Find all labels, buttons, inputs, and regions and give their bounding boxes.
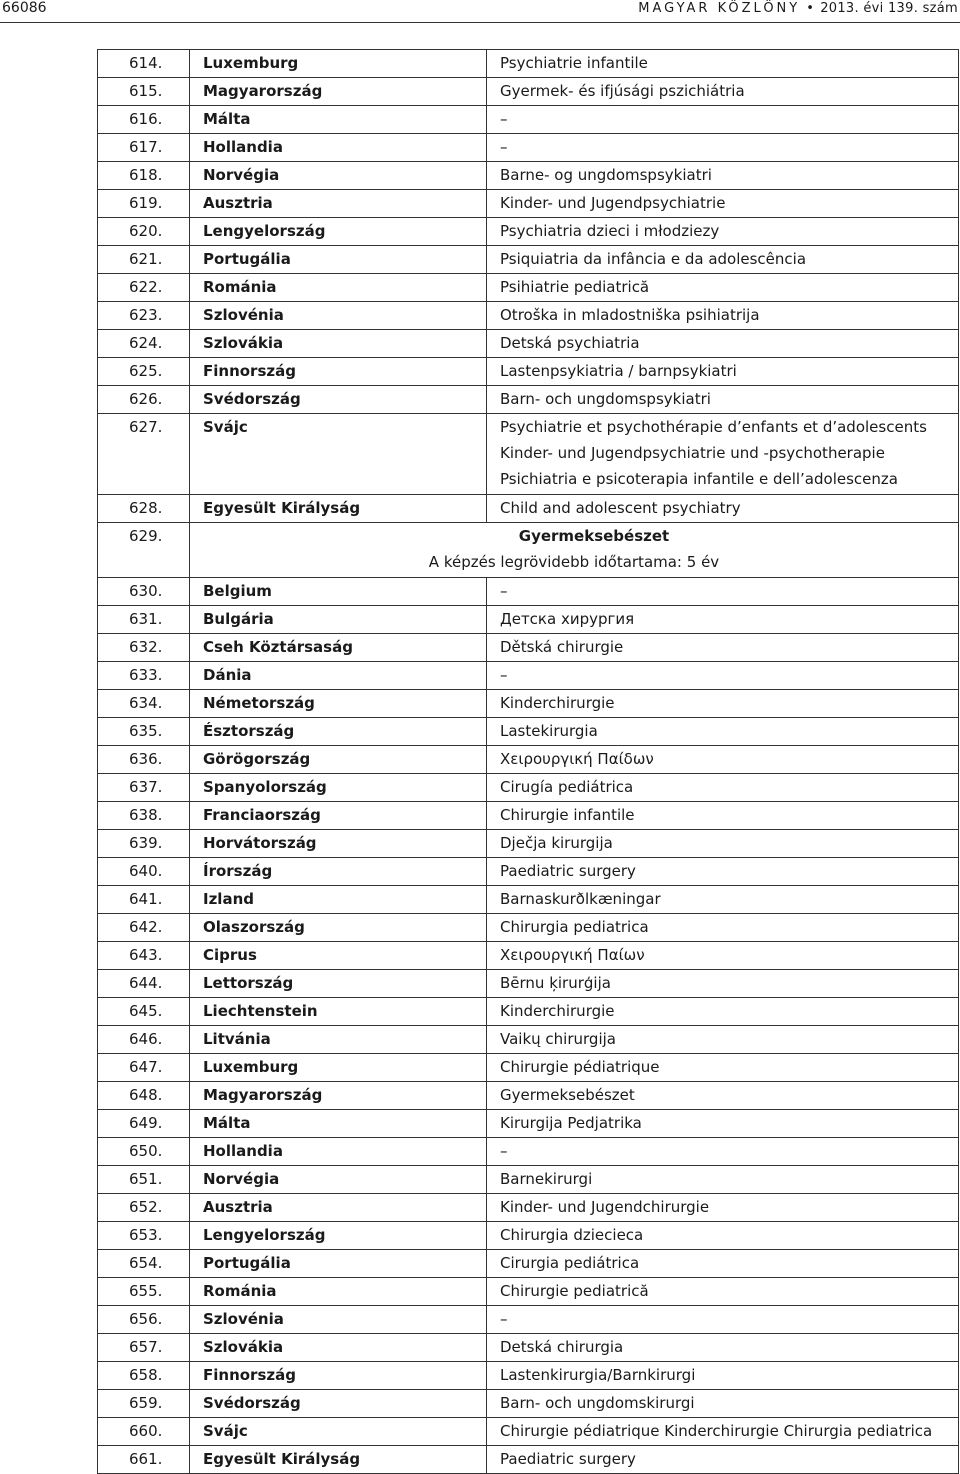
page-number: 66086 [2,0,47,16]
country-name: Írország [190,858,487,886]
table-row [98,1278,959,1306]
country-name: Cseh Köztársaság [190,634,487,662]
row-number: 656. [98,1306,190,1334]
row-number: 616. [98,106,190,134]
country-name: Lengyelország [190,1222,487,1250]
specialty-title-cell [487,162,959,190]
table-row [98,1446,959,1474]
table-row [98,1306,959,1334]
specialty-title: Χειρουργική Παίδων [500,750,654,768]
specialty-title: Vaikų chirurgija [500,1030,616,1048]
table-row [98,578,959,606]
country-name: Portugália [190,246,487,274]
specialty-title: Chirurgie pediatrică [500,1282,649,1300]
table-row [98,274,959,302]
row-number: 635. [98,718,190,746]
specialty-title: Детска хирургия [500,610,635,628]
country-name: Olaszország [190,914,487,942]
table-row [98,190,959,218]
table-row [98,690,959,718]
row-number: 631. [98,606,190,634]
specialty-title-cell [487,914,959,942]
row-number: 641. [98,886,190,914]
country-name: Dánia [190,662,487,690]
specialty-title-cell [487,106,959,134]
row-number: 636. [98,746,190,774]
row-number: 621. [98,246,190,274]
country-name: Észtország [190,718,487,746]
country-name: Málta [190,106,487,134]
row-number: 658. [98,1362,190,1390]
table-row [98,386,959,414]
specialty-title: Psychiatria dzieci i młodziezy [500,222,720,240]
table-row [98,718,959,746]
row-number: 618. [98,162,190,190]
specialty-title-cell [487,330,959,358]
row-number: 660. [98,1418,190,1446]
country-name: Franciaország [190,802,487,830]
specialty-table [97,49,959,1474]
specialty-title-cell [487,830,959,858]
specialty-title-cell [487,1446,959,1474]
specialty-title-cell [487,1334,959,1362]
specialty-title: Chirurgia pediatrica [500,918,649,936]
row-number: 659. [98,1390,190,1418]
country-name: Egyesült Királyság [190,1446,487,1474]
specialty-title: Kinder- und Jugendpsychiatrie und -psychotherapie [500,444,885,462]
row-number: 655. [98,1278,190,1306]
row-number: 648. [98,1082,190,1110]
table-row [98,1138,959,1166]
table-row [98,358,959,386]
specialty-title: Psychiatrie et psychothérapie d’enfants et d’adolescents [500,418,927,436]
specialty-title-cell [487,78,959,106]
row-number: 615. [98,78,190,106]
table-row [98,78,959,106]
specialty-title-cell [487,414,959,495]
row-number: 644. [98,970,190,998]
specialty-title: Barn- och ungdomskirurgi [500,1394,695,1412]
specialty-title-cell [487,1390,959,1418]
country-name: Hollandia [190,134,487,162]
specialty-title: Chirurgie pédiatrique Kinderchirurgie Chirurgia pediatrica [500,1422,933,1440]
row-number: 630. [98,578,190,606]
row-number: 657. [98,1334,190,1362]
country-name: Magyarország [190,1082,487,1110]
specialty-title-cell [487,1138,959,1166]
table-row [98,998,959,1026]
specialty-title: Lastenpsykiatria / barnpsykiatri [500,362,737,380]
specialty-title: Cirurgia pediátrica [500,1254,640,1272]
table-row [98,914,959,942]
country-name: Finnország [190,1362,487,1390]
table-row [98,1166,959,1194]
specialty-title-cell [487,578,959,606]
specialty-title: Kinder- und Jugendchirurgie [500,1198,710,1216]
country-name: Málta [190,1110,487,1138]
table-row [98,942,959,970]
specialty-title-cell [487,802,959,830]
row-number: 629. [98,523,190,578]
specialty-title-cell [487,218,959,246]
country-name: Luxemburg [190,50,487,78]
section-row [98,523,959,578]
specialty-title: Χειρουργική Παίων [500,946,645,964]
country-name: Szlovákia [190,1334,487,1362]
specialty-title-cell [487,274,959,302]
row-number: 645. [98,998,190,1026]
page-header [0,0,960,22]
table-row [98,858,959,886]
country-name: Svájc [190,1418,487,1446]
country-name: Szlovénia [190,302,487,330]
specialty-title: – [500,1310,508,1328]
country-name: Ausztria [190,1194,487,1222]
table-row [98,886,959,914]
country-name: Svájc [190,414,487,495]
table-row [98,606,959,634]
specialty-title: – [500,110,508,128]
row-number: 637. [98,774,190,802]
row-number: 650. [98,1138,190,1166]
row-number: 654. [98,1250,190,1278]
specialty-title-cell [487,190,959,218]
specialty-title-cell [487,606,959,634]
specialty-title-cell [487,1278,959,1306]
country-name: Luxemburg [190,1054,487,1082]
country-name: Lettország [190,970,487,998]
specialty-title: Barnekirurgi [500,1170,593,1188]
journal-header [638,1,958,16]
row-number: 624. [98,330,190,358]
table-row [98,802,959,830]
specialty-title: Cirugía pediátrica [500,778,634,796]
row-number: 652. [98,1194,190,1222]
country-name: Románia [190,274,487,302]
table-body-surgery [98,578,959,1474]
specialty-title: Otroška in mladostniška psihiatrija [500,306,760,324]
specialty-title-cell [487,858,959,886]
table-row [98,1390,959,1418]
row-number: 643. [98,942,190,970]
specialty-title-cell [487,1250,959,1278]
table-row [98,970,959,998]
specialty-title: – [500,1142,508,1160]
row-number: 614. [98,50,190,78]
specialty-title: Gyermeksebészet [500,1086,635,1104]
country-name: Norvégia [190,1166,487,1194]
specialty-title-cell [487,1222,959,1250]
row-number: 617. [98,134,190,162]
journal-title: MAGYAR KÖZLÖNY [638,1,801,16]
table-row [98,106,959,134]
country-name: Lengyelország [190,218,487,246]
specialty-title-cell [487,134,959,162]
table-row [98,634,959,662]
specialty-title-cell [487,774,959,802]
row-number: 632. [98,634,190,662]
country-name: Izland [190,886,487,914]
specialty-title-cell [487,1306,959,1334]
specialty-title-cell [487,1110,959,1138]
issue-label: 2013. évi 139. szám [820,1,958,16]
country-name: Szlovénia [190,1306,487,1334]
specialty-title: Dječja kirurgija [500,834,613,852]
specialty-title-cell [487,970,959,998]
country-name: Hollandia [190,1138,487,1166]
country-name: Norvégia [190,162,487,190]
specialty-title: Psychiatrie infantile [500,54,648,72]
specialty-title: Barnaskurðlkæningar [500,890,661,908]
row-number: 653. [98,1222,190,1250]
specialty-title: Detská psychiatria [500,334,640,352]
specialty-title: Kinderchirurgie [500,1002,615,1020]
table-row [98,218,959,246]
specialty-title: Kinder- und Jugendpsychiatrie [500,194,726,212]
row-number: 661. [98,1446,190,1474]
section-title: Gyermeksebészet [518,527,670,545]
specialty-title: Psiquiatria da infância e da adolescência [500,250,807,268]
specialty-title: – [500,666,508,684]
specialty-title-cell [487,302,959,330]
row-number: 638. [98,802,190,830]
table-row [98,414,959,495]
table-body-psychiatry [98,50,959,523]
specialty-title: Bērnu ķirurģija [500,974,611,992]
country-name: Magyarország [190,78,487,106]
country-name: Görögország [190,746,487,774]
table-row [98,302,959,330]
specialty-title: Psihiatrie pediatrică [500,278,650,296]
row-number: 625. [98,358,190,386]
section-subtitle: A képzés legrövidebb időtartama: 5 év [428,553,720,571]
table-row [98,50,959,78]
specialty-title-cell [487,942,959,970]
specialty-title-cell [487,495,959,523]
specialty-title-cell [487,1026,959,1054]
row-number: 619. [98,190,190,218]
row-number: 628. [98,495,190,523]
row-number: 622. [98,274,190,302]
table-row [98,746,959,774]
table-row [98,1026,959,1054]
specialty-title: Lastekirurgia [500,722,598,740]
specialty-title: Dětská chirurgie [500,638,624,656]
row-number: 639. [98,830,190,858]
specialty-title-cell [487,718,959,746]
table-row [98,1110,959,1138]
specialty-title: Lastenkirurgia/Barnkirurgi [500,1366,696,1384]
country-name: Ciprus [190,942,487,970]
specialty-title: Barn- och ungdomspsykiatri [500,390,711,408]
row-number: 623. [98,302,190,330]
table-section [98,523,959,578]
specialty-title: Psichiatria e psicoterapia infantile e dell’adolescenza [500,470,898,488]
table-row [98,662,959,690]
section-heading-cell [190,523,959,578]
specialty-title-cell [487,386,959,414]
table-row [98,1082,959,1110]
table-row [98,1334,959,1362]
specialty-title: Chirurgia dziecieca [500,1226,644,1244]
row-number: 640. [98,858,190,886]
country-name: Litvánia [190,1026,487,1054]
table-row [98,1250,959,1278]
row-number: 649. [98,1110,190,1138]
specialty-title-cell [487,358,959,386]
row-number: 647. [98,1054,190,1082]
table-row [98,162,959,190]
row-number: 651. [98,1166,190,1194]
specialty-title: Paediatric surgery [500,862,636,880]
table-row [98,246,959,274]
specialty-title-cell [487,246,959,274]
country-name: Svédország [190,386,487,414]
country-name: Bulgária [190,606,487,634]
table-row [98,1054,959,1082]
specialty-title: Paediatric surgery [500,1450,636,1468]
country-name: Portugália [190,1250,487,1278]
country-name: Liechtenstein [190,998,487,1026]
country-name: Németország [190,690,487,718]
country-name: Ausztria [190,190,487,218]
country-name: Belgium [190,578,487,606]
specialty-title-cell [487,1194,959,1222]
header-rule [0,22,960,23]
row-number: 646. [98,1026,190,1054]
specialty-title-cell [487,690,959,718]
table-row [98,330,959,358]
row-number: 634. [98,690,190,718]
specialty-title-cell [487,1166,959,1194]
specialty-title-cell [487,886,959,914]
row-number: 642. [98,914,190,942]
specialty-title-cell [487,746,959,774]
table-row [98,1418,959,1446]
country-name: Svédország [190,1390,487,1418]
table-row [98,830,959,858]
specialty-title: Child and adolescent psychiatry [500,499,741,517]
table-row [98,1222,959,1250]
table-row [98,134,959,162]
specialty-title-cell [487,1418,959,1446]
specialty-title-cell [487,662,959,690]
specialty-title: Chirurgie pédiatrique [500,1058,660,1076]
specialty-title: Chirurgie infantile [500,806,635,824]
specialty-title: – [500,582,508,600]
table-row [98,495,959,523]
row-number: 627. [98,414,190,495]
country-name: Szlovákia [190,330,487,358]
specialty-title: Kirurgija Pedjatrika [500,1114,642,1132]
bullet-separator: • [806,1,815,16]
specialty-title: Detská chirurgia [500,1338,624,1356]
table-row [98,774,959,802]
specialty-title-cell [487,1362,959,1390]
country-name: Horvátország [190,830,487,858]
table-row [98,1362,959,1390]
specialty-title: Gyermek- és ifjúsági pszichiátria [500,82,745,100]
country-name: Egyesült Királyság [190,495,487,523]
table-row [98,1194,959,1222]
country-name: Románia [190,1278,487,1306]
specialty-title: – [500,138,508,156]
specialty-title-cell [487,1082,959,1110]
row-number: 626. [98,386,190,414]
specialty-title-cell [487,998,959,1026]
specialty-title: Barne- og ungdomspsykiatri [500,166,712,184]
row-number: 633. [98,662,190,690]
specialty-title-cell [487,634,959,662]
country-name: Spanyolország [190,774,487,802]
specialty-title-cell [487,1054,959,1082]
specialty-title-cell [487,50,959,78]
specialty-title: Kinderchirurgie [500,694,615,712]
row-number: 620. [98,218,190,246]
country-name: Finnország [190,358,487,386]
